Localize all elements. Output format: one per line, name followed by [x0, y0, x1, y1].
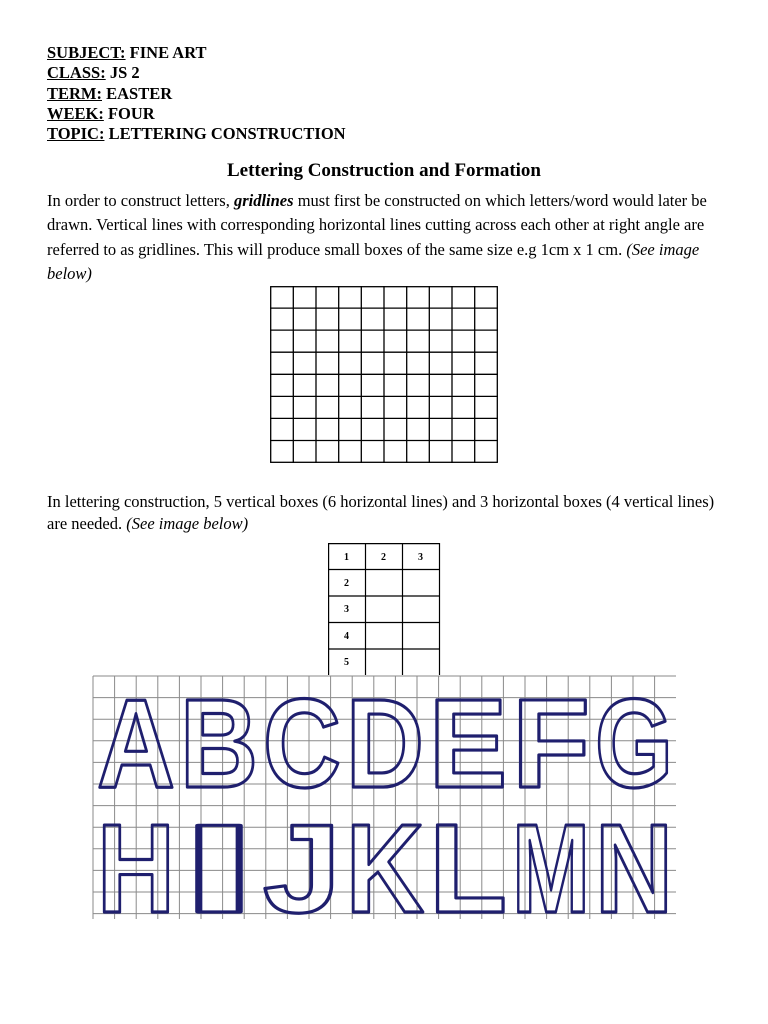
letter-m: M: [512, 798, 590, 939]
letter-h: H: [97, 798, 175, 939]
block-letters-on-grid: [93, 673, 676, 939]
letter-c: C: [263, 673, 341, 814]
see-image-note: (See image below): [47, 239, 700, 283]
grid-row-2-label: 2: [344, 578, 349, 589]
gridlines-illustration: [270, 286, 498, 463]
letter-j: J: [263, 798, 341, 939]
letter-k: K: [346, 798, 424, 939]
letter-b: B: [180, 673, 258, 814]
topic-line: [47, 124, 346, 144]
grid-row-5-label: 5: [344, 657, 349, 668]
intro-text-start: In order to construct letters,: [47, 191, 234, 210]
letter-i: I: [180, 798, 258, 939]
document-header: [47, 43, 346, 144]
term-line: [47, 84, 346, 104]
class-line: [47, 63, 346, 83]
class-label: CLASS:: [47, 63, 106, 83]
construction-text: In lettering construction, 5 vertical boxes (6 horizontal lines) and 3 horizontal boxes (4 vertical lines) are needed.: [47, 492, 715, 533]
week-line: [47, 104, 346, 124]
intro-text-rest: must first be constructed on which letters/word would later be drawn. Vertical lines with corresponding horizontal lines cutting across each other at right angle are referred to as gridlines. This will produce small boxes of the same size e.g 1cm x 1 cm.: [47, 191, 707, 259]
letter-f: F: [512, 673, 590, 814]
letter-g: G: [595, 673, 673, 814]
week-value: FOUR: [107, 103, 155, 123]
class-value: JS 2: [109, 63, 140, 83]
letter-d: D: [346, 673, 424, 814]
lettering-box-grid: [328, 543, 441, 675]
intro-paragraph: [47, 189, 737, 286]
week-label: WEEK:: [47, 103, 104, 123]
see-image-note-2: (See image below): [126, 514, 249, 533]
grid-col-3-label: 3: [418, 552, 423, 563]
grid-col-2-label: 2: [381, 552, 386, 563]
gridlines-term: gridlines: [233, 191, 294, 210]
letter-n: N: [595, 798, 673, 939]
letter-a: A: [97, 673, 175, 814]
topic-label: TOPIC:: [47, 124, 105, 144]
subject-value: FINE ART: [129, 43, 207, 62]
letter-l: L: [429, 798, 507, 939]
construction-paragraph: [47, 491, 737, 535]
grid-col-1-label: 1: [344, 552, 349, 563]
grid-row-4-label: 4: [344, 631, 349, 642]
page-title: Lettering Construction and Formation: [226, 160, 541, 181]
term-value: EASTER: [106, 83, 173, 103]
topic-value: LETTERING CONSTRUCTION: [108, 124, 346, 144]
term-label: TERM:: [47, 83, 102, 103]
subject-label: SUBJECT:: [47, 43, 126, 62]
subject-line: [47, 43, 346, 63]
letter-e: E: [429, 673, 507, 814]
grid-row-3-label: 3: [344, 604, 349, 615]
